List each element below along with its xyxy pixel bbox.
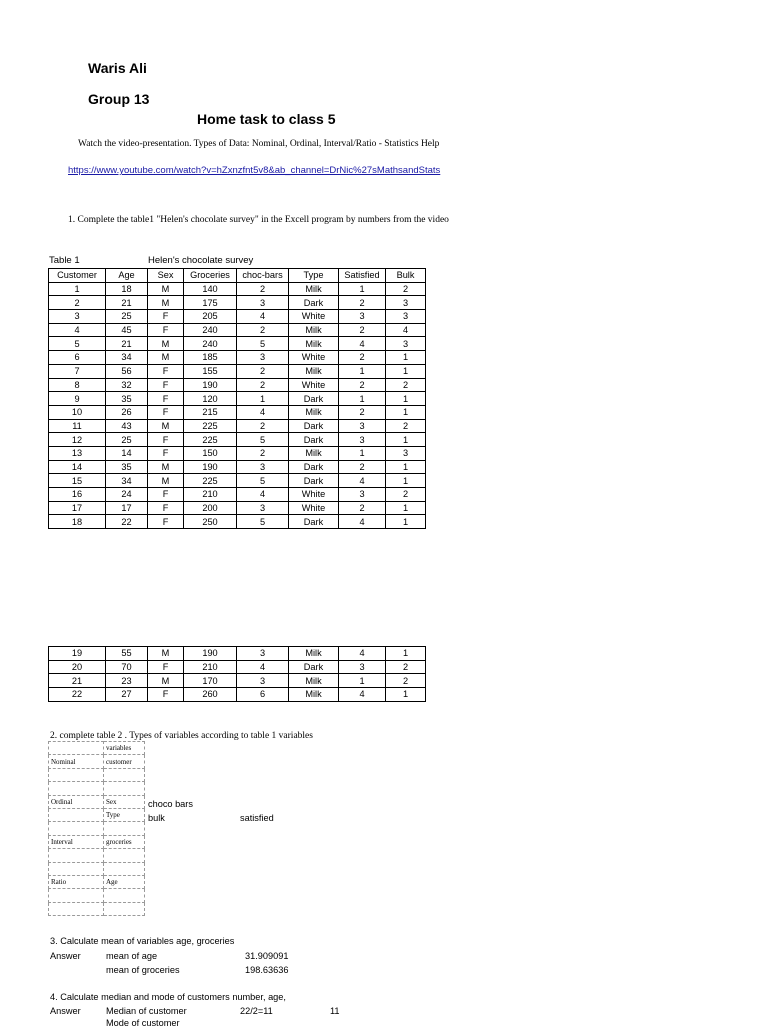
table-cell: 1 bbox=[386, 351, 426, 365]
table-cell: 2 bbox=[339, 460, 386, 474]
table-cell: 18 bbox=[106, 282, 148, 296]
table-cell: 190 bbox=[184, 460, 237, 474]
table-cell: 4 bbox=[49, 323, 106, 337]
ordinal-extra-choco: choco bars bbox=[148, 799, 193, 809]
interval-value: groceries bbox=[104, 835, 145, 848]
table-cell: 21 bbox=[49, 674, 106, 688]
table-cell: F bbox=[148, 501, 184, 515]
column-header: Age bbox=[106, 269, 148, 283]
table-cell: 19 bbox=[49, 647, 106, 661]
survey-table-continued bbox=[48, 646, 426, 702]
survey-table bbox=[48, 268, 426, 529]
mean-groceries-value: 198.63636 bbox=[245, 965, 289, 975]
table-cell: M bbox=[148, 282, 184, 296]
table-cell: 13 bbox=[49, 446, 106, 460]
table-cell: 2 bbox=[237, 282, 289, 296]
table-cell: Milk bbox=[289, 282, 339, 296]
table-cell: 120 bbox=[184, 392, 237, 406]
table-cell: 4 bbox=[339, 474, 386, 488]
table-cell: 1 bbox=[386, 688, 426, 702]
table-cell: Milk bbox=[289, 688, 339, 702]
table-cell: 18 bbox=[49, 515, 106, 529]
table-cell: 210 bbox=[184, 660, 237, 674]
table-cell: F bbox=[148, 364, 184, 378]
table-cell: 5 bbox=[237, 474, 289, 488]
table-cell: 225 bbox=[184, 474, 237, 488]
table-cell: M bbox=[148, 337, 184, 351]
table-cell: 9 bbox=[49, 392, 106, 406]
table-header-row bbox=[49, 269, 426, 283]
table-cell: F bbox=[148, 515, 184, 529]
table-cell: 2 bbox=[386, 419, 426, 433]
table-cell: 2 bbox=[237, 446, 289, 460]
table-row bbox=[49, 405, 426, 419]
table-cell: 2 bbox=[339, 501, 386, 515]
column-header: Groceries bbox=[184, 269, 237, 283]
table-cell: 200 bbox=[184, 501, 237, 515]
table-cell: 3 bbox=[237, 647, 289, 661]
table-row bbox=[49, 515, 426, 529]
variables-header: variables bbox=[104, 742, 145, 755]
median-customer-value: 11 bbox=[330, 1006, 340, 1016]
table-cell: 22 bbox=[49, 688, 106, 702]
task3-instruction: 3. Calculate mean of variables age, groceries bbox=[50, 936, 235, 946]
table-cell: 6 bbox=[237, 688, 289, 702]
table-row bbox=[49, 310, 426, 324]
table-cell: 26 bbox=[106, 405, 148, 419]
table-cell: 2 bbox=[386, 282, 426, 296]
table-row bbox=[49, 647, 426, 661]
table-cell: 3 bbox=[339, 488, 386, 502]
table-cell: 1 bbox=[386, 474, 426, 488]
table-row bbox=[49, 323, 426, 337]
table-cell: 3 bbox=[49, 310, 106, 324]
ordinal-value-2: Type bbox=[104, 808, 145, 821]
table-cell: M bbox=[148, 460, 184, 474]
table-cell: Dark bbox=[289, 419, 339, 433]
table-cell: 23 bbox=[106, 674, 148, 688]
table-cell: F bbox=[148, 446, 184, 460]
table-cell: 155 bbox=[184, 364, 237, 378]
table-cell: 2 bbox=[237, 419, 289, 433]
table-row bbox=[49, 501, 426, 515]
table-cell: 27 bbox=[106, 688, 148, 702]
table-cell: 1 bbox=[237, 392, 289, 406]
table-cell: 2 bbox=[339, 378, 386, 392]
ratio-value: Age bbox=[104, 875, 145, 888]
table-cell: 205 bbox=[184, 310, 237, 324]
table-cell: 21 bbox=[106, 296, 148, 310]
video-instruction: Watch the video-presentation. Types of Data: Nominal, Ordinal, Interval/Ratio - Statistics Help bbox=[78, 139, 440, 149]
table-cell: 32 bbox=[106, 378, 148, 392]
table-cell: 2 bbox=[386, 378, 426, 392]
table-cell: 2 bbox=[386, 674, 426, 688]
table-row bbox=[49, 364, 426, 378]
table-cell: Milk bbox=[289, 647, 339, 661]
table-cell: White bbox=[289, 378, 339, 392]
table-cell: 190 bbox=[184, 647, 237, 661]
table-cell: Milk bbox=[289, 674, 339, 688]
task3-answer-label: Answer bbox=[50, 951, 81, 961]
table-cell: 21 bbox=[106, 337, 148, 351]
variable-types-table bbox=[48, 741, 145, 916]
table-cell: 17 bbox=[49, 501, 106, 515]
table-cell: White bbox=[289, 310, 339, 324]
table-cell: 1 bbox=[386, 433, 426, 447]
table-cell: 35 bbox=[106, 392, 148, 406]
table-cell: 3 bbox=[237, 460, 289, 474]
table-cell: 2 bbox=[339, 296, 386, 310]
table-cell: M bbox=[148, 351, 184, 365]
table-cell: 4 bbox=[339, 688, 386, 702]
table-cell: 3 bbox=[339, 660, 386, 674]
video-link[interactable]: https://www.youtube.com/watch?v=hZxnzfnt5v8&ab_channel=DrNic%27sMathsandStats bbox=[68, 165, 441, 176]
column-header: Type bbox=[289, 269, 339, 283]
table-cell: 3 bbox=[237, 501, 289, 515]
table-cell: 3 bbox=[386, 446, 426, 460]
table-cell: 240 bbox=[184, 323, 237, 337]
table-cell: Dark bbox=[289, 296, 339, 310]
table-cell: 225 bbox=[184, 419, 237, 433]
table-cell: 70 bbox=[106, 660, 148, 674]
table-row bbox=[49, 351, 426, 365]
table-cell: M bbox=[148, 296, 184, 310]
table-row bbox=[49, 433, 426, 447]
task4-answer-label: Answer bbox=[50, 1006, 81, 1016]
table-cell: 3 bbox=[237, 296, 289, 310]
mean-age-value: 31.909091 bbox=[245, 951, 289, 961]
ordinal-label: Ordinal bbox=[49, 795, 104, 808]
ratio-label: Ratio bbox=[49, 875, 104, 888]
table-cell: 250 bbox=[184, 515, 237, 529]
table-cell: 170 bbox=[184, 674, 237, 688]
table-cell: 1 bbox=[386, 501, 426, 515]
table-cell: 5 bbox=[237, 433, 289, 447]
table-row bbox=[49, 282, 426, 296]
table-cell: Dark bbox=[289, 474, 339, 488]
task2-instruction: 2. complete table 2 . Types of variables according to table 1 variables bbox=[50, 731, 313, 741]
table-cell: Milk bbox=[289, 337, 339, 351]
table-cell: Dark bbox=[289, 392, 339, 406]
table-cell: 190 bbox=[184, 378, 237, 392]
table-cell: 7 bbox=[49, 364, 106, 378]
table-cell: F bbox=[148, 433, 184, 447]
table-cell: 2 bbox=[339, 323, 386, 337]
table-cell: 1 bbox=[386, 405, 426, 419]
table-cell: Dark bbox=[289, 433, 339, 447]
table-cell: 2 bbox=[237, 378, 289, 392]
table-cell: 17 bbox=[106, 501, 148, 515]
table-row bbox=[49, 674, 426, 688]
table-cell: 43 bbox=[106, 419, 148, 433]
table-row bbox=[49, 337, 426, 351]
table-cell: 3 bbox=[386, 337, 426, 351]
table-row bbox=[49, 488, 426, 502]
table-cell: White bbox=[289, 488, 339, 502]
table-cell: 2 bbox=[237, 323, 289, 337]
column-header: Bulk bbox=[386, 269, 426, 283]
table-cell: Dark bbox=[289, 660, 339, 674]
table-cell: 1 bbox=[339, 392, 386, 406]
table-cell: 35 bbox=[106, 460, 148, 474]
table-cell: White bbox=[289, 501, 339, 515]
table-cell: 2 bbox=[339, 351, 386, 365]
table-cell: 1 bbox=[386, 364, 426, 378]
page-title: Home task to class 5 bbox=[197, 111, 336, 127]
table-cell: F bbox=[148, 323, 184, 337]
table-cell: 1 bbox=[339, 674, 386, 688]
table-cell: 4 bbox=[386, 323, 426, 337]
table-cell: 16 bbox=[49, 488, 106, 502]
table-cell: 3 bbox=[237, 674, 289, 688]
table-cell: M bbox=[148, 674, 184, 688]
table-cell: 22 bbox=[106, 515, 148, 529]
table-cell: 3 bbox=[386, 296, 426, 310]
table-cell: 2 bbox=[386, 488, 426, 502]
table-cell: 5 bbox=[237, 515, 289, 529]
table-cell: 34 bbox=[106, 351, 148, 365]
table-cell: Milk bbox=[289, 323, 339, 337]
table-cell: 14 bbox=[49, 460, 106, 474]
table-row bbox=[49, 688, 426, 702]
table-cell: 24 bbox=[106, 488, 148, 502]
group-label: Group 13 bbox=[88, 91, 150, 107]
table-cell: 175 bbox=[184, 296, 237, 310]
table-cell: 1 bbox=[386, 460, 426, 474]
table-cell: 185 bbox=[184, 351, 237, 365]
table-cell: Milk bbox=[289, 446, 339, 460]
table-cell: 2 bbox=[339, 405, 386, 419]
table-cell: 45 bbox=[106, 323, 148, 337]
column-header: Satisfied bbox=[339, 269, 386, 283]
table-cell: 4 bbox=[237, 310, 289, 324]
table-cell: 2 bbox=[237, 364, 289, 378]
table-cell: 3 bbox=[237, 351, 289, 365]
table-cell: 15 bbox=[49, 474, 106, 488]
mean-groceries-label: mean of groceries bbox=[106, 965, 180, 975]
table-cell: 4 bbox=[237, 405, 289, 419]
table-row bbox=[49, 660, 426, 674]
ordinal-value-1: Sex bbox=[104, 795, 145, 808]
table-row bbox=[49, 446, 426, 460]
table-cell: F bbox=[148, 392, 184, 406]
table-row bbox=[49, 419, 426, 433]
table-cell: Milk bbox=[289, 364, 339, 378]
table-cell: 55 bbox=[106, 647, 148, 661]
table-row bbox=[49, 392, 426, 406]
table-cell: 260 bbox=[184, 688, 237, 702]
mean-age-label: mean of age bbox=[106, 951, 158, 961]
table-cell: 140 bbox=[184, 282, 237, 296]
table-row bbox=[49, 378, 426, 392]
table-cell: 150 bbox=[184, 446, 237, 460]
table-cell: 1 bbox=[339, 282, 386, 296]
table-cell: 4 bbox=[237, 660, 289, 674]
table-cell: 20 bbox=[49, 660, 106, 674]
table-cell: 10 bbox=[49, 405, 106, 419]
table-cell: 4 bbox=[339, 337, 386, 351]
table-cell: 1 bbox=[49, 282, 106, 296]
table-cell: 3 bbox=[386, 310, 426, 324]
table-cell: 1 bbox=[339, 364, 386, 378]
table-cell: 3 bbox=[339, 310, 386, 324]
task1-instruction: 1. Complete the table1 "Helen's chocolate survey" in the Excell program by numbers from the video bbox=[68, 215, 449, 225]
nominal-value: customer bbox=[104, 755, 145, 768]
table-cell: 1 bbox=[339, 446, 386, 460]
table-cell: 4 bbox=[339, 515, 386, 529]
table-cell: White bbox=[289, 351, 339, 365]
table-cell: 11 bbox=[49, 419, 106, 433]
table-row bbox=[49, 460, 426, 474]
table-cell: 2 bbox=[49, 296, 106, 310]
table-cell: 14 bbox=[106, 446, 148, 460]
table-cell: F bbox=[148, 405, 184, 419]
table-cell: F bbox=[148, 378, 184, 392]
task4-instruction: 4. Calculate median and mode of customers number, age, bbox=[50, 992, 286, 1002]
table1-title: Helen's chocolate survey bbox=[148, 255, 254, 266]
table-cell: 1 bbox=[386, 392, 426, 406]
table-cell: M bbox=[148, 647, 184, 661]
table-cell: 4 bbox=[237, 488, 289, 502]
table-cell: F bbox=[148, 688, 184, 702]
table-cell: 5 bbox=[49, 337, 106, 351]
table-cell: 5 bbox=[237, 337, 289, 351]
table1-label: Table 1 bbox=[49, 255, 80, 266]
table-cell: 8 bbox=[49, 378, 106, 392]
table-cell: F bbox=[148, 310, 184, 324]
table-cell: 3 bbox=[339, 433, 386, 447]
ordinal-extra-bulk: bulk bbox=[148, 813, 165, 823]
table-cell: Dark bbox=[289, 515, 339, 529]
table-cell: F bbox=[148, 488, 184, 502]
table-cell: 34 bbox=[106, 474, 148, 488]
table-cell: F bbox=[148, 660, 184, 674]
table-cell: 25 bbox=[106, 310, 148, 324]
table-cell: 56 bbox=[106, 364, 148, 378]
table-cell: 215 bbox=[184, 405, 237, 419]
interval-label: Interval bbox=[49, 835, 104, 848]
table-cell: 3 bbox=[339, 419, 386, 433]
column-header: Customer bbox=[49, 269, 106, 283]
table-cell: 2 bbox=[386, 660, 426, 674]
table-row bbox=[49, 474, 426, 488]
table-cell: 1 bbox=[386, 647, 426, 661]
column-header: choc-bars bbox=[237, 269, 289, 283]
nominal-label: Nominal bbox=[49, 755, 104, 768]
table-cell: Dark bbox=[289, 460, 339, 474]
table-cell: 4 bbox=[339, 647, 386, 661]
table-cell: 6 bbox=[49, 351, 106, 365]
author-name: Waris Ali bbox=[88, 60, 147, 76]
table-cell: M bbox=[148, 419, 184, 433]
table-cell: 1 bbox=[386, 515, 426, 529]
column-header: Sex bbox=[148, 269, 184, 283]
table-cell: 12 bbox=[49, 433, 106, 447]
median-customer-label: Median of customer bbox=[106, 1006, 187, 1016]
mode-customer-label: Mode of customer bbox=[106, 1018, 180, 1028]
table-cell: Milk bbox=[289, 405, 339, 419]
ordinal-extra-satisfied: satisfied bbox=[240, 813, 274, 823]
table-cell: 25 bbox=[106, 433, 148, 447]
table-cell: 225 bbox=[184, 433, 237, 447]
median-customer-calc: 22/2=11 bbox=[240, 1006, 273, 1016]
table-cell: 240 bbox=[184, 337, 237, 351]
table-cell: M bbox=[148, 474, 184, 488]
table-row bbox=[49, 296, 426, 310]
table-cell: 210 bbox=[184, 488, 237, 502]
